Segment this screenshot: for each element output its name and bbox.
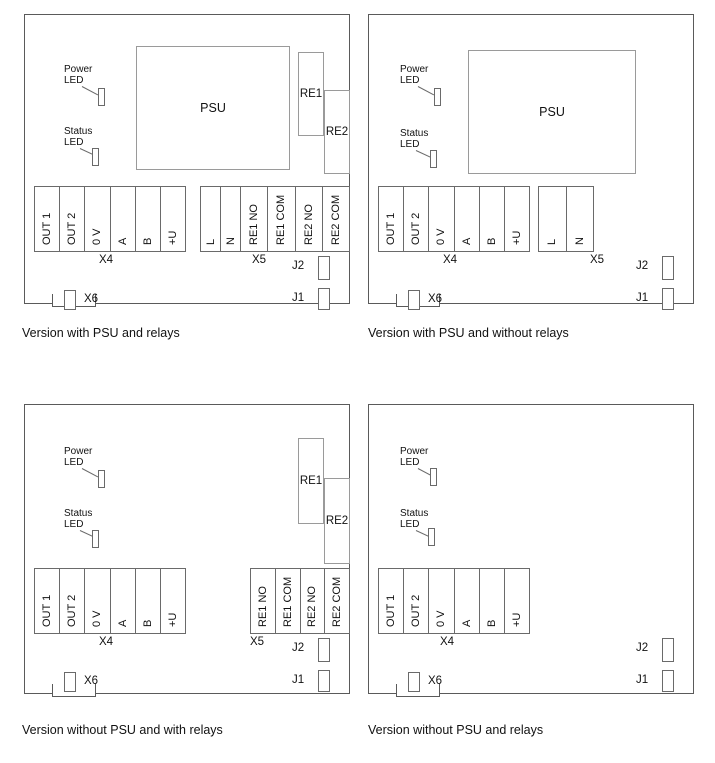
jumper-j2[interactable]	[318, 256, 330, 280]
relay-1-block	[298, 438, 324, 524]
jumper-label-j2: J2	[292, 260, 305, 272]
terminal-cell: OUT 2	[404, 187, 429, 251]
terminal-cell: A	[455, 187, 480, 251]
panel-caption: Version with PSU and without relays	[368, 326, 569, 340]
terminal-strip-x5	[250, 568, 350, 634]
panel-no-psu-relays	[14, 398, 354, 738]
strip-label-x5: X5	[252, 254, 267, 266]
relay-1-label: RE1	[299, 475, 323, 487]
jumper-label-j1: J1	[636, 292, 649, 304]
connector-label-x6: X6	[84, 293, 99, 305]
terminal-cell: +U	[166, 230, 179, 245]
terminal-cell: 0 V	[429, 569, 454, 633]
panel-caption: Version without PSU and with relays	[22, 723, 223, 737]
terminal-strip-x4	[378, 568, 530, 634]
jumper-j1[interactable]	[662, 670, 674, 692]
jumper-j1[interactable]	[662, 288, 674, 310]
psu-label: PSU	[200, 101, 226, 115]
terminal-cell: OUT 2	[60, 569, 85, 633]
terminal-cell: N	[221, 187, 241, 251]
power-led-label: Power LED	[64, 64, 93, 86]
relay-2-label: RE2	[325, 126, 349, 138]
relay-1-label: RE1	[299, 88, 323, 100]
status-led-label: Status LED	[400, 128, 429, 150]
panel-caption: Version without PSU and relays	[368, 723, 544, 737]
terminal-cell: OUT 1	[379, 569, 404, 633]
power-led-icon	[98, 470, 105, 488]
jumper-j2[interactable]	[662, 256, 674, 280]
terminal-cell: RE1 NO	[251, 569, 276, 633]
terminal-cell: OUT 2	[60, 187, 85, 251]
jumper-j1[interactable]	[318, 288, 330, 310]
terminal-cell: N	[573, 237, 586, 245]
status-led-icon	[92, 148, 99, 166]
status-led-label: Status LED	[400, 508, 429, 530]
terminal-cell: L	[201, 187, 221, 251]
psu-label: PSU	[539, 105, 565, 119]
connector-label-x6: X6	[428, 675, 443, 687]
terminal-cell: B	[480, 569, 505, 633]
strip-label-x4: X4	[99, 254, 114, 266]
terminal-cell: OUT 2	[404, 569, 429, 633]
terminal-cell: RE2 COM	[329, 194, 342, 245]
jumper-label-j1: J1	[292, 674, 305, 686]
strip-label-x4: X4	[443, 254, 458, 266]
strip-label-x4: X4	[99, 636, 114, 648]
power-led-label: Power LED	[400, 64, 429, 86]
terminal-cell: RE2 NO	[301, 569, 326, 633]
power-led-icon	[434, 88, 441, 106]
terminal-cell: RE2 NO	[296, 187, 323, 251]
terminal-cell: A	[455, 569, 480, 633]
connector-label-x6: X6	[428, 293, 443, 305]
terminal-cell: 0 V	[85, 187, 110, 251]
terminal-strip-x4	[34, 186, 186, 252]
status-led-icon	[430, 150, 437, 168]
status-led-label: Status LED	[64, 126, 93, 148]
connector-x6[interactable]	[408, 672, 420, 692]
jumper-j2[interactable]	[662, 638, 674, 662]
strip-label-x5: X5	[590, 254, 605, 266]
jumper-label-j1: J1	[292, 292, 305, 304]
relay-2-block	[324, 478, 350, 564]
terminal-cell: A	[111, 569, 136, 633]
status-led-icon	[428, 528, 435, 546]
jumper-label-j2: J2	[292, 642, 305, 654]
jumper-label-j2: J2	[636, 260, 649, 272]
terminal-cell: OUT 1	[35, 187, 60, 251]
terminal-cell: B	[136, 569, 161, 633]
terminal-cell: +U	[166, 612, 179, 627]
terminal-cell: OUT 1	[379, 187, 404, 251]
terminal-cell: 0 V	[85, 569, 110, 633]
power-led-label: Power LED	[64, 446, 93, 468]
terminal-cell: RE2 COM	[331, 576, 344, 627]
status-led-icon	[92, 530, 99, 548]
panel-no-psu-no-relays	[368, 398, 708, 738]
power-led-label: Power LED	[400, 446, 429, 468]
connector-x6[interactable]	[64, 290, 76, 310]
terminal-strip-x4	[378, 186, 530, 252]
terminal-strip-x4	[34, 568, 186, 634]
strip-label-x5: X5	[250, 636, 265, 648]
terminal-cell: +U	[510, 230, 523, 245]
terminal-cell: OUT 1	[35, 569, 60, 633]
relay-2-label: RE2	[325, 515, 349, 527]
terminal-cell: +U	[510, 612, 523, 627]
connector-label-x6: X6	[84, 675, 99, 687]
connector-x6[interactable]	[64, 672, 76, 692]
panel-psu-no-relays	[368, 8, 708, 338]
jumper-label-j2: J2	[636, 642, 649, 654]
terminal-strip-x5	[538, 186, 594, 252]
terminal-cell: RE1 NO	[241, 187, 268, 251]
status-led-label: Status LED	[64, 508, 93, 530]
strip-label-x4: X4	[440, 636, 455, 648]
psu-block	[136, 46, 290, 170]
terminal-cell: 0 V	[429, 187, 454, 251]
jumper-j1[interactable]	[318, 670, 330, 692]
power-led-icon	[430, 468, 437, 486]
terminal-cell: RE1 COM	[276, 569, 301, 633]
terminal-cell: RE1 COM	[268, 187, 295, 251]
panel-caption: Version with PSU and relays	[22, 326, 180, 340]
terminal-cell: L	[539, 187, 567, 251]
terminal-cell: B	[136, 187, 161, 251]
jumper-label-j1: J1	[636, 674, 649, 686]
connector-x6[interactable]	[408, 290, 420, 310]
jumper-j2[interactable]	[318, 638, 330, 662]
terminal-strip-x5	[200, 186, 350, 252]
power-led-icon	[98, 88, 105, 106]
panel-psu-relays	[14, 8, 354, 338]
terminal-cell: A	[111, 187, 136, 251]
terminal-cell: B	[480, 187, 505, 251]
psu-block	[468, 50, 636, 174]
relay-1-block	[298, 52, 324, 136]
relay-2-block	[324, 90, 350, 174]
